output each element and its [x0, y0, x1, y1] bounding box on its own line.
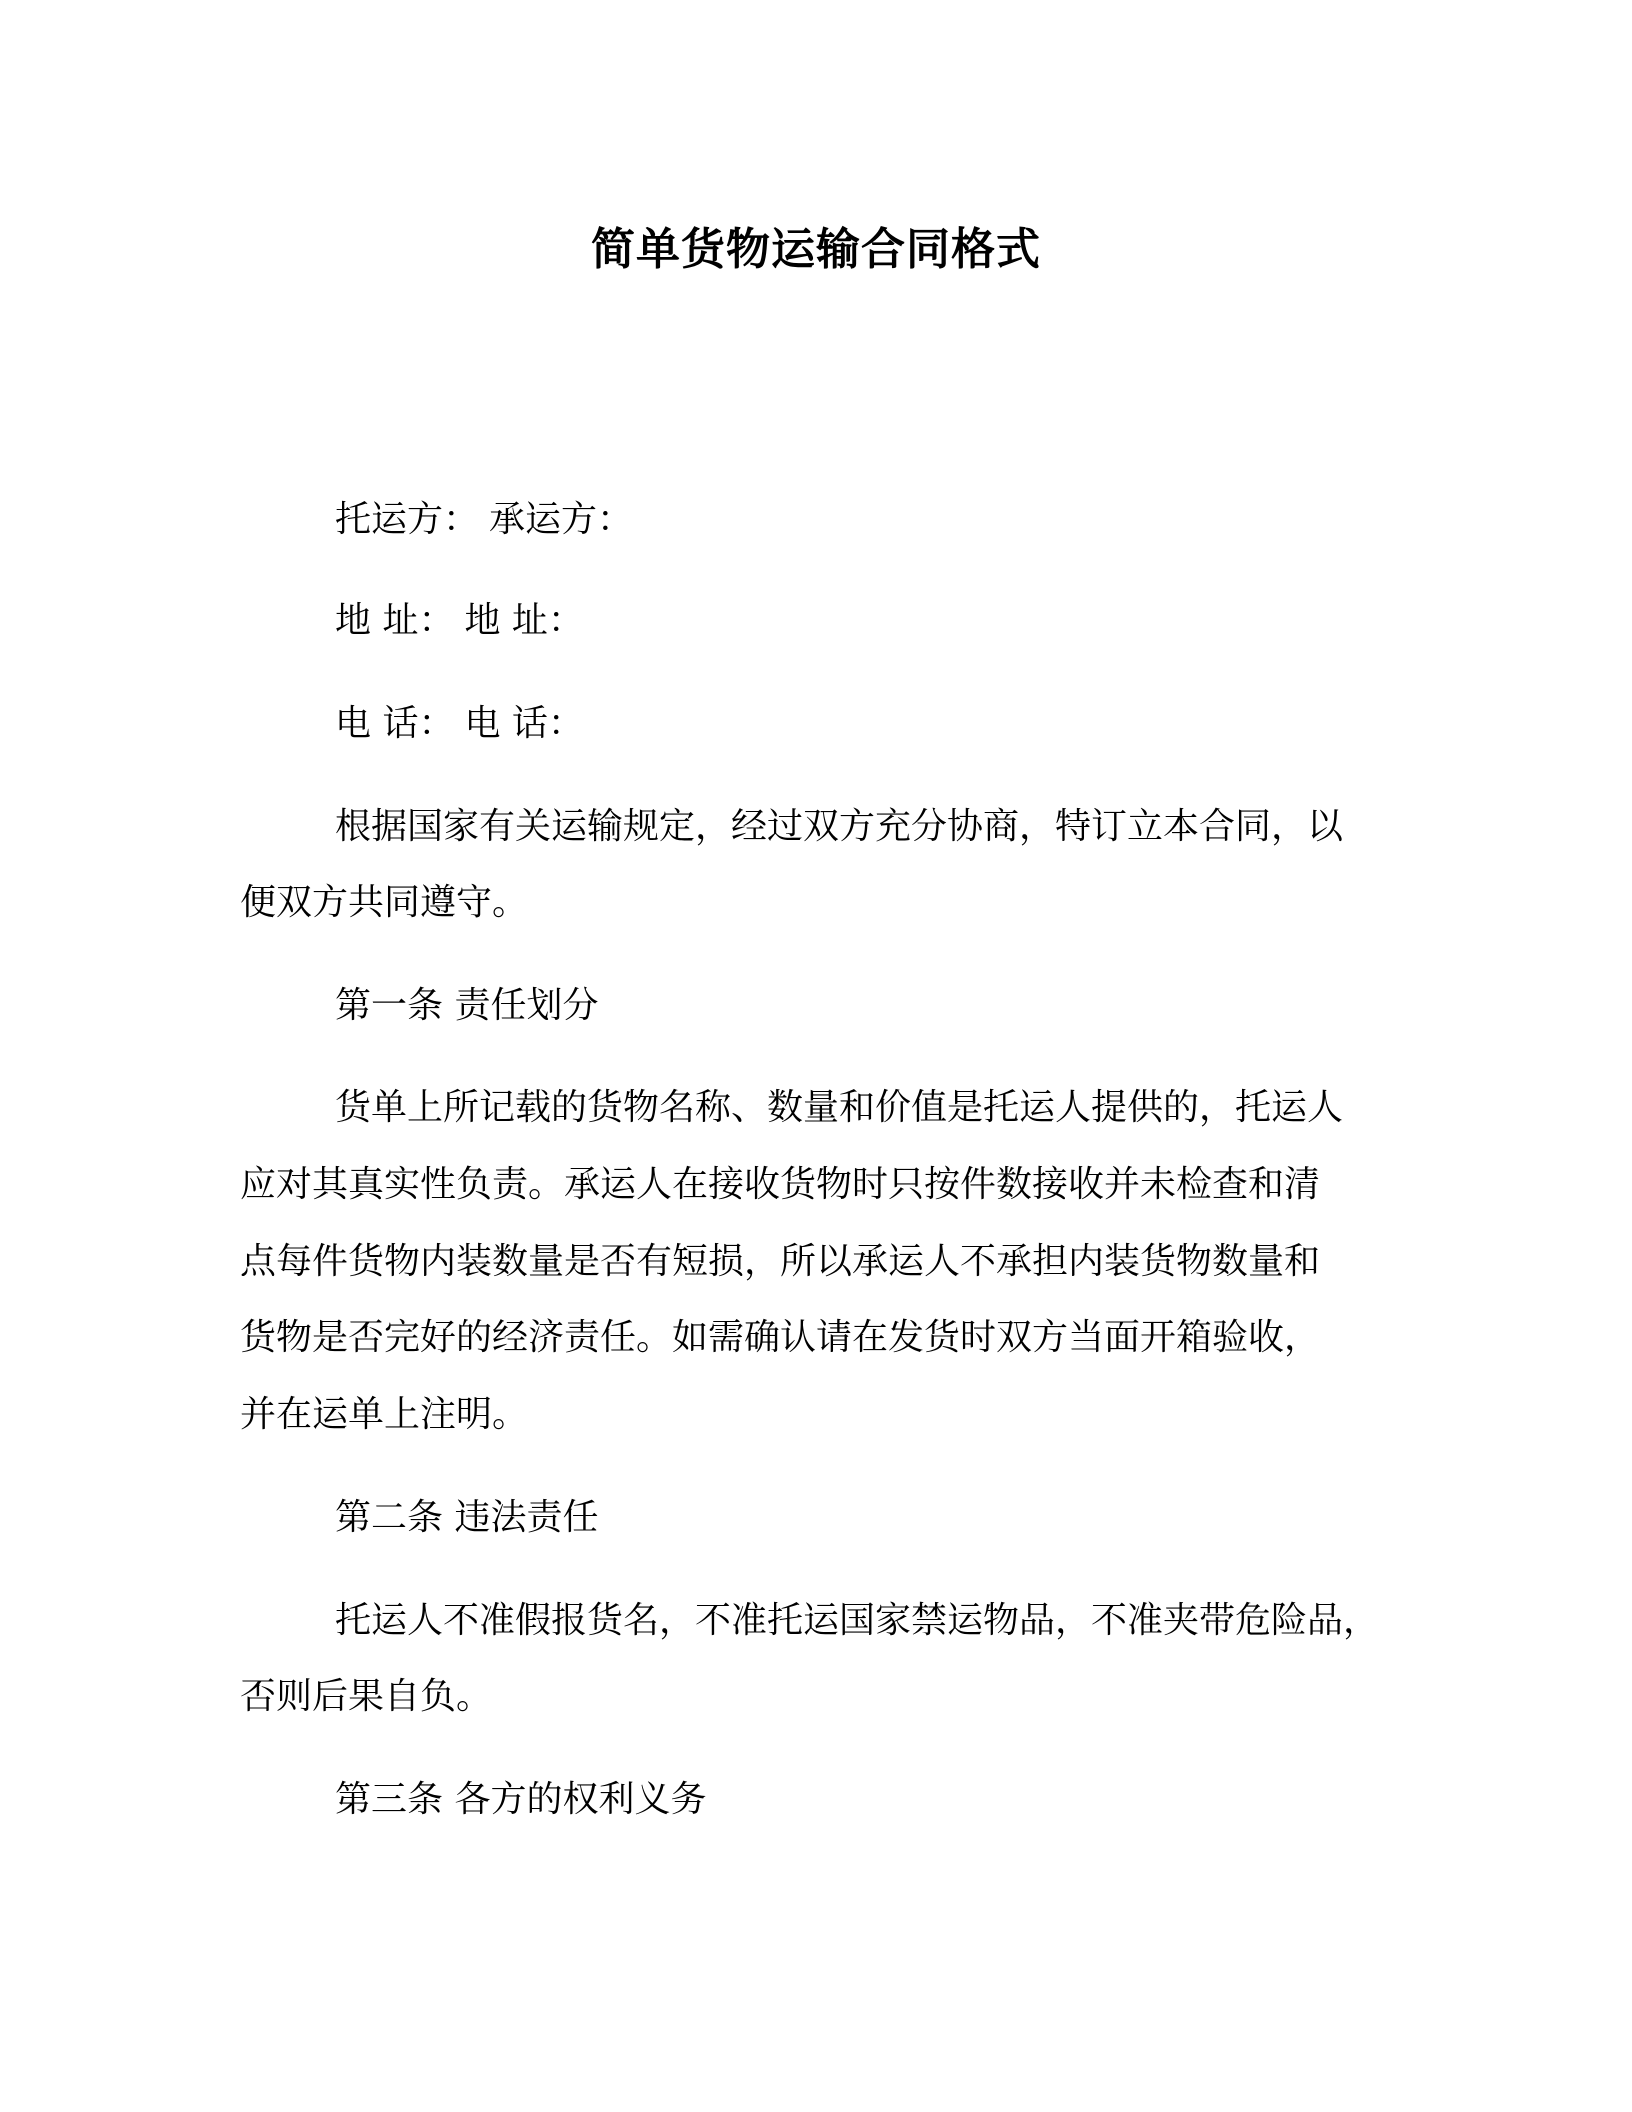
carrier-address-label: 地 址： [464, 600, 584, 641]
article2-line-1: 托运人不准假报货名，不准托运国家禁运物品，不准夹带危险品， [335, 1600, 1380, 1641]
shipper-label: 托运方： [335, 499, 480, 540]
document-title: 简单货物运输合同格式 [591, 224, 1041, 275]
article2-heading: 第二条 违法责任 [335, 1497, 599, 1538]
preamble-line-2: 便双方共同遵守。 [240, 882, 529, 923]
article1-line-5: 并在运单上注明。 [240, 1394, 529, 1435]
article3-heading: 第三条 各方的权利义务 [335, 1779, 707, 1820]
article1-line-4: 货物是否完好的经济责任。如需确认请在发货时双方当面开箱验收， [240, 1317, 1321, 1358]
party-shipper-carrier-line [335, 496, 633, 544]
article1-heading: 第一条 责任划分 [335, 985, 599, 1026]
article2-line-2: 否则后果自负。 [240, 1676, 493, 1717]
carrier-label: 承运方： [489, 499, 634, 540]
shipper-phone-label: 电 话： [335, 703, 455, 744]
article1-line-2: 应对其真实性负责。承运人在接收货物时只按件数接收并未检查和清 [240, 1164, 1321, 1205]
preamble-line-1: 根据国家有关运输规定，经过双方充分协商，特订立本合同，以 [335, 806, 1344, 847]
shipper-address-label: 地 址： [335, 600, 455, 641]
party-phone-line [335, 700, 584, 748]
article1-line-1: 货单上所记载的货物名称、数量和价值是托运人提供的，托运人 [335, 1087, 1344, 1128]
article1-line-3: 点每件货物内装数量是否有短损，所以承运人不承担内装货物数量和 [240, 1241, 1321, 1282]
party-address-line [335, 597, 584, 645]
carrier-phone-label: 电 话： [464, 703, 584, 744]
